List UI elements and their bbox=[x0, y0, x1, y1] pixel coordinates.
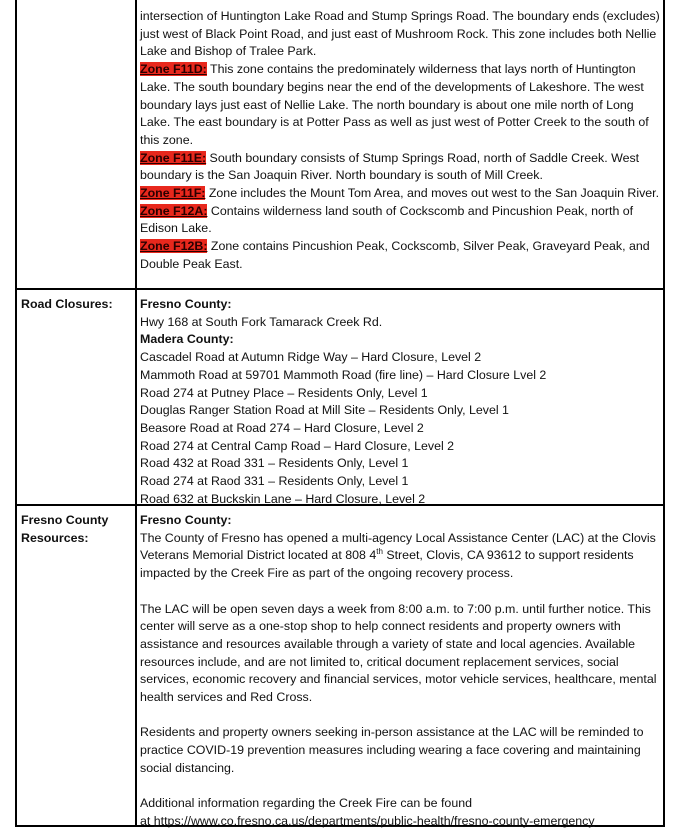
zone-tag: Zone F11E: bbox=[140, 150, 207, 165]
zone-text: Zone includes the Mount Tom Area, and moves out west to the San Joaquin River. bbox=[205, 186, 660, 201]
paragraph-text: Street, Clovis, CA 93612 to support residents impacted by the Creek Fire as part of the ongoing recovery process. bbox=[140, 548, 634, 581]
zone-entry bbox=[140, 61, 662, 150]
zone-tag: Zone F11F: bbox=[140, 186, 206, 201]
zones-row bbox=[17, 0, 663, 288]
zone-tag: Zone F12A: bbox=[140, 203, 208, 218]
ordinal-suffix: th bbox=[376, 547, 383, 557]
paragraph-text: The County of Fresno has opened a multi-agency Local Assistance Center (LAC) at the Clovis Veterans Memorial District located at 808 4 bbox=[140, 530, 656, 563]
resources-paragraph: Residents and property owners seeking in-person assistance at the LAC will be reminded to practice COVID-19 prevention measures including wearing a face covering and maintaining social distancing. bbox=[140, 725, 644, 775]
zone-text: Zone contains Pincushion Peak, Cockscomb, Silver Peak, Graveyard Peak, and Double Peak East. bbox=[140, 239, 650, 271]
closure-item: Mammoth Road at 59701 Mammoth Road (fire line) – Hard Closure Lvel 2 bbox=[140, 367, 547, 382]
fresno-county-heading: Fresno County: bbox=[140, 297, 232, 311]
info-table bbox=[15, 0, 665, 827]
resources-cell bbox=[140, 512, 662, 831]
zone-text: This zone contains the predominately wilderness that lays north of Huntington Lake. The south boundary begins near the end of the developments of Lakeshore. The west boundary lays just east of Nellie Lake. The north boundary is about one mile north of Long Lake. The east boundary is at Potter Pass as well as just west of Potter Creek to the south of this zone. bbox=[140, 62, 649, 147]
resources-paragraph bbox=[140, 530, 662, 583]
zones-cell bbox=[140, 8, 662, 274]
zones-intro: intersection of Huntington Lake Road and Stump Springs Road. The boundary ends (excludes) just west of Black Point Road, and just east of Mushroom Rock. This zone includes both Nellie Lake and Bishop of Tralee Park. bbox=[140, 9, 660, 59]
closure-item: Road 632 at Buckskin Lane – Hard Closure, Level 2 bbox=[140, 491, 426, 506]
resources-label-line: Fresno County bbox=[21, 513, 109, 527]
closure-item: Road 274 at Central Camp Road – Hard Closure, Level 2 bbox=[140, 438, 455, 453]
resources-label-line: Resources: bbox=[21, 530, 89, 545]
road-closures-label: Road Closures: bbox=[21, 297, 113, 311]
zone-text: South boundary consists of Stump Springs Road, north of Saddle Creek. West boundary is the San Joaquin River. North boundary is south of Mill Creek. bbox=[140, 150, 640, 183]
link-prefix: at bbox=[140, 813, 154, 828]
road-closures-row bbox=[17, 288, 663, 506]
closure-item: Road 274 at Raod 331 – Residents Only, Level 1 bbox=[140, 474, 409, 489]
closure-item: Douglas Ranger Station Road at Mill Site – Residents Only, Level 1 bbox=[140, 403, 509, 418]
zone-tag: Zone F12B: bbox=[140, 239, 208, 254]
road-closures-cell bbox=[140, 296, 662, 508]
zone-entry bbox=[140, 150, 662, 185]
zone-entry bbox=[140, 203, 662, 238]
resources-row bbox=[17, 504, 663, 827]
zone-entry bbox=[140, 238, 662, 273]
resources-label bbox=[21, 512, 133, 547]
resources-paragraph: Additional information regarding the Creek Fire can be found bbox=[140, 796, 472, 811]
madera-county-heading: Madera County: bbox=[140, 332, 234, 347]
resources-link-line bbox=[140, 813, 662, 831]
zone-entry bbox=[140, 185, 662, 203]
closure-item: Road 274 at Putney Place – Residents Only, Level 1 bbox=[140, 385, 428, 400]
resources-heading: Fresno County: bbox=[140, 513, 232, 527]
fresno-county-emergency-link[interactable]: https://www.co.fresno.ca.us/departments/public-health/fresno-county-emergency bbox=[153, 813, 595, 828]
resources-paragraph: The LAC will be open seven days a week from 8:00 a.m. to 7:00 p.m. until further notice. This center will serve as a one-stop shop to help connect residents and property owners with assistance and resources available through a variety of state and local agencies. Available resources include, and are not limited to, critical document replacement services, social services, economic recovery and financial services, motor vehicle services, healthcare, mental health services and Red Cross. bbox=[140, 601, 657, 705]
closure-item: Road 432 at Road 331 – Residents Only, Level 1 bbox=[140, 456, 409, 471]
zone-text: Contains wilderness land south of Cockscomb and Pincushion Peak, north of Edison Lake. bbox=[140, 203, 634, 236]
closure-item: Hwy 168 at South Fork Tamarack Creek Rd. bbox=[140, 314, 383, 329]
closure-item: Beasore Road at Road 274 – Hard Closure, Level 2 bbox=[140, 420, 424, 435]
closure-item: Cascadel Road at Autumn Ridge Way – Hard Closure, Level 2 bbox=[140, 350, 482, 365]
zone-tag: Zone F11D: bbox=[140, 62, 207, 77]
